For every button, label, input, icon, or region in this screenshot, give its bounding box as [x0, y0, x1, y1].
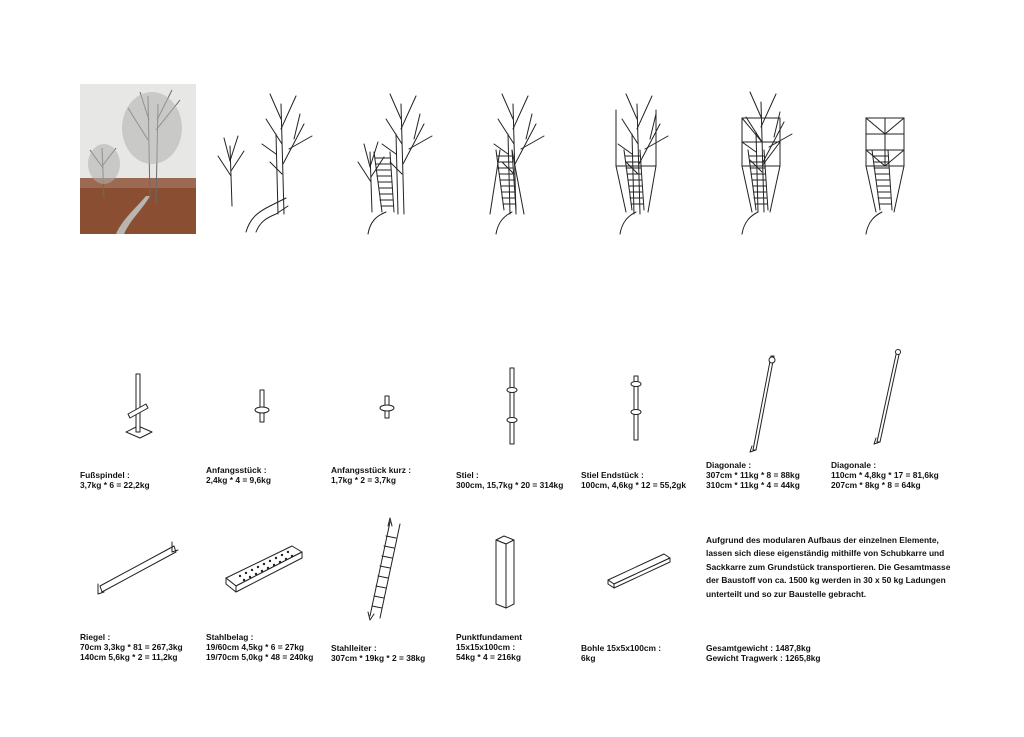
caption-bohle: [581, 643, 661, 663]
punktfundament-drawing: [496, 536, 514, 608]
caption-title: Fußspindel :: [80, 470, 130, 480]
caption-title: Bohle 15x5x100cm :: [581, 643, 662, 653]
caption-title: Stahlbelag :: [206, 632, 254, 642]
caption-line: 19/60cm 4,5kg * 6 = 27kg: [206, 642, 305, 653]
diagonale-drawing-2: [874, 350, 901, 445]
caption-anfangsstueck: [206, 465, 271, 485]
transport-description: Aufgrund des modularen Aufbaus der einzelnen Elemente, lassen sich diese eigenständig mithilfe von Schubkarre und Sackkarre zum Grundstück transportieren. Die Gesamtmasse der Baustoff von ca. 1500 kg werden in 30 x 50 kg Ladungen unterteilt und so zur Baustelle gebracht.: [706, 535, 951, 599]
caption-line: 140cm 5,6kg * 2 = 11,2kg: [80, 652, 178, 663]
stiel-endstueck-drawing: [631, 376, 641, 440]
caption-line: 307cm * 11kg * 8 = 88kg: [706, 470, 800, 481]
caption-title: Riegel :: [80, 632, 111, 642]
caption-diagonale-1: [706, 460, 800, 491]
anfangsstueck-drawing: [255, 390, 269, 422]
diagonale-drawing-1: [750, 356, 775, 452]
caption-line: 2,4kg * 4 = 9,6kg: [206, 475, 271, 486]
caption-line: 3,7kg * 6 = 22,2kg: [80, 480, 150, 491]
caption-anfangsstueck-kurz: [331, 465, 411, 485]
caption-diagonale-2: [831, 460, 939, 491]
riegel-drawing: [98, 542, 178, 594]
caption-line: 300cm, 15,7kg * 20 = 314kg: [456, 480, 564, 491]
caption-line: 70cm 3,3kg * 81 = 267,3kg: [80, 642, 183, 653]
sketch-stage-6: [866, 118, 904, 234]
caption-line: 15x15x100cm :: [456, 642, 516, 653]
caption-title: Anfangsstück :: [206, 465, 267, 475]
caption-stahlleiter: [331, 643, 425, 663]
sketch-stage-2: [358, 94, 432, 234]
weight-totals: [706, 643, 821, 663]
caption-title: Diagonale :: [706, 460, 752, 470]
caption-line: 100cm, 4,6kg * 12 = 55,2gk: [581, 480, 686, 491]
caption-line: 110cm * 4,8kg * 17 = 81,6kg: [831, 470, 939, 481]
caption-stiel-endstueck: [581, 470, 686, 490]
sketch-stage-4: [616, 94, 668, 234]
sketch-stage-1: [218, 94, 312, 232]
caption-line: 310cm * 11kg * 4 = 44kg: [706, 480, 800, 491]
structure-weight: Gewicht Tragwerk : 1265,8kg: [706, 653, 821, 664]
anfangsstueck-kurz-drawing: [380, 396, 394, 418]
caption-riegel: [80, 632, 183, 663]
sketch-stage-3: [490, 94, 544, 234]
caption-line: 207cm * 8kg * 8 = 64kg: [831, 480, 921, 491]
landscape-photo: [80, 84, 196, 234]
stiel-drawing: [507, 368, 517, 444]
caption-fussspindel: [80, 470, 150, 490]
caption-title: Diagonale :: [831, 460, 877, 470]
sketch-stage-5: [742, 92, 792, 234]
caption-title: Anfangsstück kurz :: [331, 465, 412, 475]
caption-stahlbelag: [206, 632, 313, 663]
caption-line: 6kg: [581, 653, 596, 664]
bohle-drawing: [608, 554, 670, 588]
caption-title: Punktfundament: [456, 632, 523, 642]
stahlleiter-drawing: [368, 518, 400, 620]
caption-line: 19/70cm 5,0kg * 48 = 240kg: [206, 652, 314, 663]
caption-punktfundament: [456, 632, 522, 663]
fussspindel-drawing: [126, 374, 152, 438]
caption-title: Stiel :: [456, 470, 479, 480]
total-weight: Gesamtgewicht : 1487,8kg: [706, 643, 811, 653]
caption-title: Stiel Endstück :: [581, 470, 644, 480]
caption-stiel: [456, 470, 563, 490]
caption-line: 1,7kg * 2 = 3,7kg: [331, 475, 396, 486]
caption-line: 54kg * 4 = 216kg: [456, 652, 521, 663]
stahlbelag-drawing: [226, 546, 302, 592]
caption-title: Stahlleiter :: [331, 643, 377, 653]
caption-line: 307cm * 19kg * 2 = 38kg: [331, 653, 426, 664]
